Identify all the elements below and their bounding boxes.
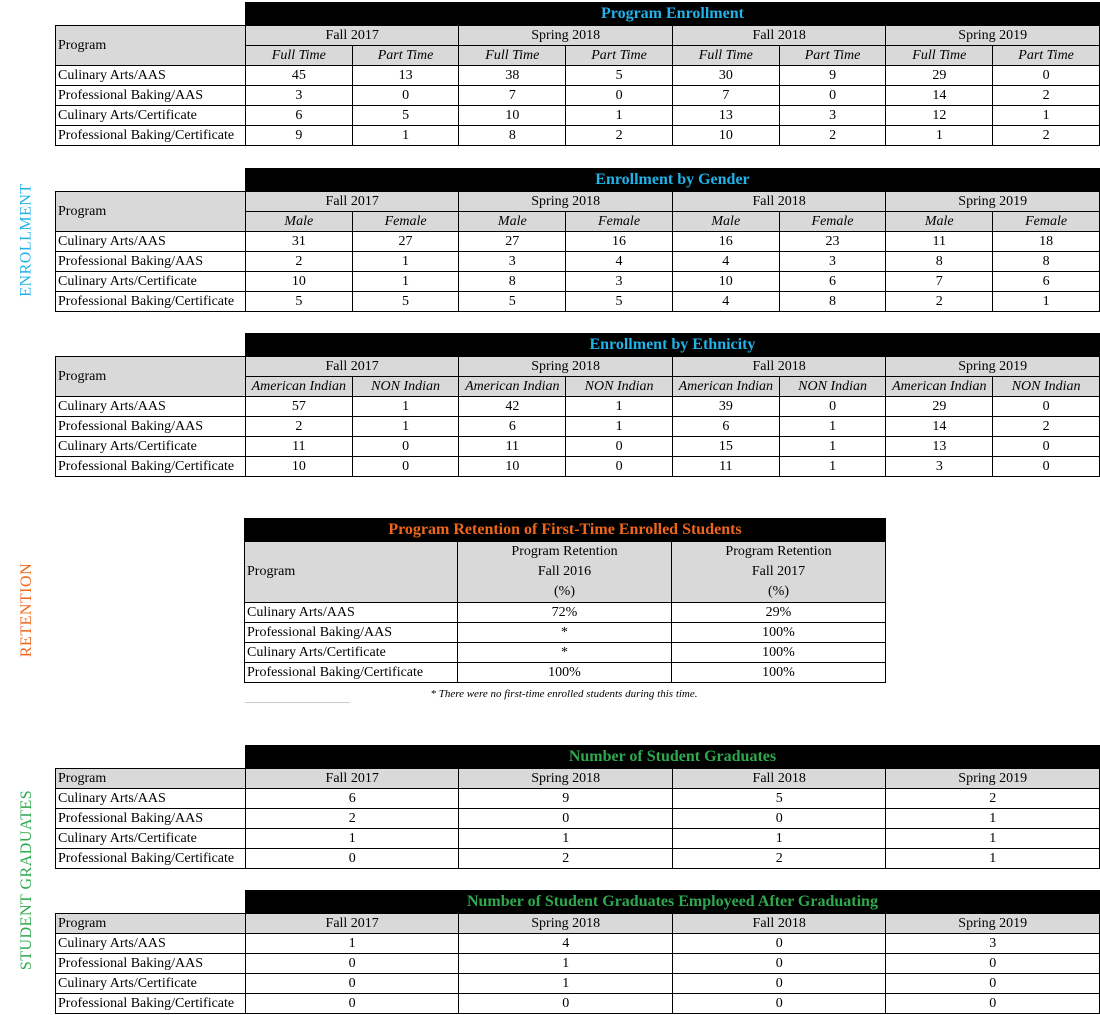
table-title: Number of Student Graduates [245,746,1099,769]
graduates-table [55,745,1100,869]
table-row: Professional Baking/AAS 3 0 7 0 7 0 14 2 [56,86,1100,106]
term-header: Fall 2017 [245,26,459,46]
term-header: Fall 2017 [245,192,458,212]
table-title: Enrollment by Gender [245,169,1099,192]
table-row: Professional Baking/AAS * 100% [245,623,886,643]
table-row: Professional Baking/AAS 2 1 3 4 4 3 8 8 [56,252,1100,272]
table-row: Culinary Arts/Certificate 11 0 11 0 15 1 13 0 [56,437,1100,457]
program-header: Program [56,914,246,934]
retention-section-label: RETENTION [18,562,36,658]
program-header: Program [56,769,246,789]
term-header: Spring 2018 [459,769,673,789]
term-header: Spring 2018 [459,357,673,377]
program-header: Program [245,542,458,603]
retention-col-header: Program Retention Fall 2016 (%) [458,542,672,603]
table-row: Professional Baking/Certificate 100% 100% [245,663,886,683]
term-header: Fall 2017 [245,914,458,934]
term-header: Fall 2017 [245,769,458,789]
enrollment-section-label: ENROLLMENT [18,183,35,297]
employed-graduates-table [55,890,1100,1014]
term-header: Spring 2019 [886,26,1100,46]
program-header: Program [56,192,246,232]
table-row: Culinary Arts/Certificate 6 5 10 1 13 3 12 1 [56,106,1100,126]
table-row: Professional Baking/AAS 0 1 0 0 [56,954,1100,974]
term-header: Spring 2018 [459,192,672,212]
table-row: Culinary Arts/Certificate 10 1 8 3 10 6 7 6 [56,272,1100,292]
retention-footnote: * There were no first-time enrolled students during this time. [430,688,698,700]
table-title: Program Enrollment [245,3,1099,26]
term-header: Spring 2019 [886,769,1100,789]
table-row: Culinary Arts/AAS 57 1 42 1 39 0 29 0 [56,397,1100,417]
program-header: Program [56,357,246,397]
table-row: Professional Baking/Certificate 9 1 8 2 10 2 1 2 [56,126,1100,146]
table-title: Number of Student Graduates Employeed After Graduating [245,891,1099,914]
table-row: Professional Baking/AAS 2 0 0 1 [56,809,1100,829]
table-row: Culinary Arts/AAS 31 27 27 16 16 23 11 18 [56,232,1100,252]
divider [245,702,350,703]
table-row: Culinary Arts/AAS 6 9 5 2 [56,789,1100,809]
program-enrollment-table [55,2,1100,146]
ethnicity-enrollment-table [55,333,1100,477]
term-header: Fall 2017 [245,357,459,377]
table-row: Professional Baking/Certificate 0 0 0 0 [56,994,1100,1014]
table-row: Professional Baking/Certificate 5 5 5 5 4 8 2 1 [56,292,1100,312]
table-title: Enrollment by Ethnicity [245,334,1099,357]
subheader-row: Male Female Male Female Male Female Male Female [56,212,1100,232]
program-header: Program [56,26,246,66]
table-row: Culinary Arts/AAS 72% 29% [245,603,886,623]
retention-col-header: Program Retention Fall 2017 (%) [672,542,886,603]
gender-enrollment-table [55,168,1100,312]
table-row: Culinary Arts/Certificate 0 1 0 0 [56,974,1100,994]
term-header: Spring 2019 [886,192,1100,212]
term-header: Fall 2018 [672,914,885,934]
table-row: Professional Baking/Certificate 10 0 10 0 11 1 3 0 [56,457,1100,477]
table-title: Program Retention of First-Time Enrolled Students [245,519,886,542]
term-header: Fall 2018 [672,357,886,377]
subheader-row: Full Time Part Time Full Time Part Time Full Time Part Time Full Time Part Time [56,46,1100,66]
table-row: Culinary Arts/AAS 45 13 38 5 30 9 29 0 [56,66,1100,86]
term-header: Spring 2018 [459,914,673,934]
graduates-section-label: STUDENT GRADUATES [18,789,35,971]
table-row: Culinary Arts/AAS 1 4 0 3 [56,934,1100,954]
term-header: Spring 2019 [886,357,1100,377]
table-row: Culinary Arts/Certificate 1 1 1 1 [56,829,1100,849]
term-header: Fall 2018 [672,192,885,212]
table-row: Professional Baking/Certificate 0 2 2 1 [56,849,1100,869]
term-header: Spring 2018 [459,26,673,46]
subheader-row: American Indian NON Indian American Indian NON Indian American Indian NON Indian American Indian NON Indian [56,377,1100,397]
table-row: Culinary Arts/Certificate * 100% [245,643,886,663]
term-header: Fall 2018 [672,26,886,46]
term-header: Spring 2019 [886,914,1100,934]
table-row: Professional Baking/AAS 2 1 6 1 6 1 14 2 [56,417,1100,437]
retention-table [244,518,886,700]
term-header: Fall 2018 [672,769,885,789]
